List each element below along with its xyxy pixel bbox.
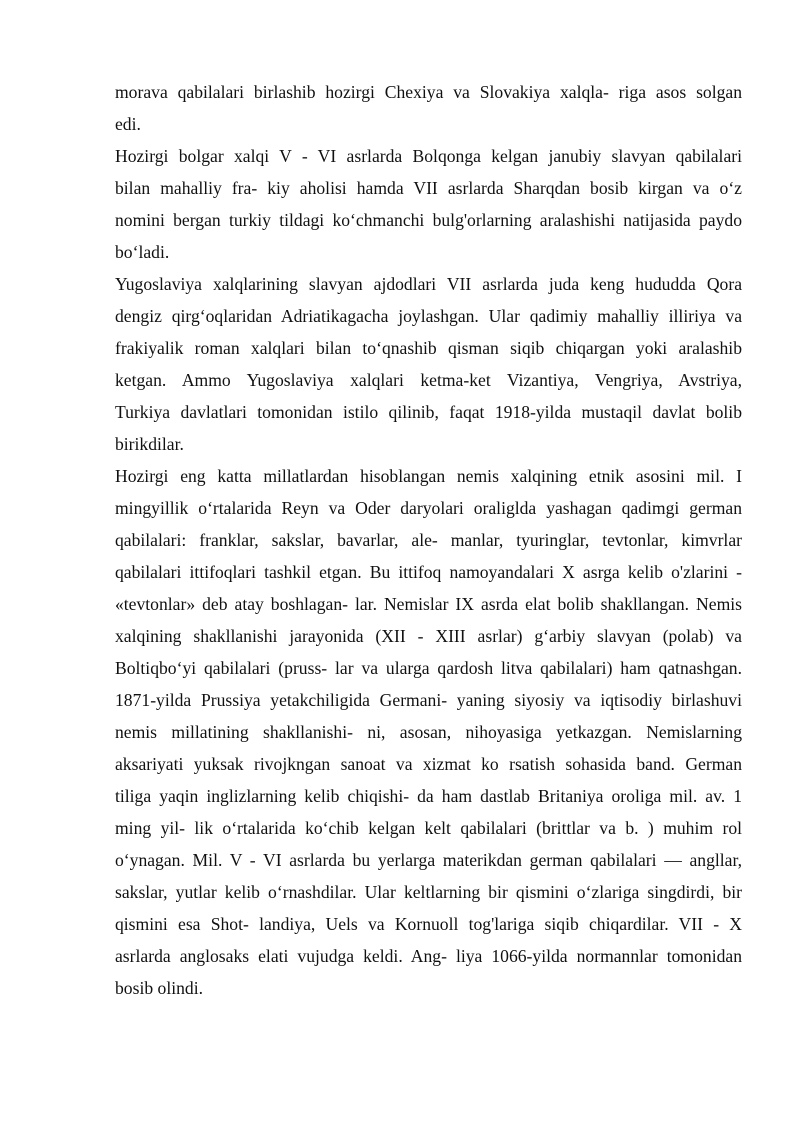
text-line: Yugoslaviya xalqlarining slavyan ajdodlari VII asrlarda juda keng hududda Qora (115, 274, 742, 294)
text-line: Hozirgi eng katta millatlardan hisoblangan nemis xalqining etnik asosini mil. I (115, 466, 742, 486)
text-line: birikdilar. (115, 434, 184, 454)
text-line: ketgan. Ammo Yugoslaviya xalqlari ketma-ket Vizantiya, Vengriya, Avstriya, (115, 370, 742, 390)
text-line: dengiz qirg‘oqlaridan Adriatikagacha joylashgan. Ular qadimiy mahalliy illiriya va (115, 306, 742, 326)
text-line: nomini bergan turkiy tildagi ko‘chmanchi bulg'orlarning aralashishi natijasida paydo (115, 210, 742, 230)
text-line: tiliga yaqin inglizlarning kelib chiqishi- da ham dastlab Britaniya oroliga mil. av. 1 (115, 786, 742, 806)
text-line: edi. (115, 114, 141, 134)
text-line: aksariyati yuksak rivojkngan sanoat va xizmat ko rsatish sohasida band. German (115, 754, 742, 774)
text-line: qabilalari: franklar, sakslar, bavarlar, ale- manlar, tyuringlar, tevtonlar, kimvrlar (115, 530, 742, 550)
text-line: morava qabilalari birlashib hozirgi Chexiya va Slovakiya xalqla- riga asos solgan (115, 82, 742, 102)
text-line: asrlarda anglosaks elati vujudga keldi. Ang- liya 1066-yilda normannlar tomonidan (115, 946, 742, 966)
text-line: bilan mahalliy fra- kiy aholisi hamda VII asrlarda Sharqdan bosib kirgan va o‘z (115, 178, 742, 198)
document-page (115, 76, 742, 1004)
text-line: o‘ynagan. Mil. V - VI asrlarda bu yerlarga materikdan german qabilalari — angllar, (115, 850, 742, 870)
text-line: qabilalari ittifoqlari tashkil etgan. Bu ittifoq namoyandalari X asrga kelib o'zlarini - (115, 562, 742, 582)
text-line: «tevtonlar» deb atay boshlagan- lar. Nemislar IX asrda elat bolib shakllangan. Nemis (115, 594, 742, 614)
text-line: sakslar, yutlar kelib o‘rnashdilar. Ular keltlarning bir qismini o‘zlariga singdirdi, bir (115, 882, 742, 902)
text-line: Turkiya davlatlari tomonidan istilo qilinib, faqat 1918-yilda mustaqil davlat bolib (115, 402, 742, 422)
text-line: bo‘ladi. (115, 242, 170, 262)
text-line: nemis millatining shakllanishi- ni, asosan, nihoyasiga yetkazgan. Nemislarning (115, 722, 742, 742)
text-line: mingyillik o‘rtalarida Reyn va Oder daryolari oraliglda yashagan qadimgi german (115, 498, 742, 518)
text-line: frakiyalik roman xalqlari bilan to‘qnashib qisman siqib chiqargan yoki aralashib (115, 338, 742, 358)
text-line: Boltiqbo‘yi qabilalari (pruss- lar va ularga qardosh litva qabilalari) ham qatnashgan. (115, 658, 742, 678)
text-line: 1871-yilda Prussiya yetakchiligida Germani- yaning siyosiy va iqtisodiy birlashuvi (115, 690, 742, 710)
text-line: xalqining shakllanishi jarayonida (XII - XIII asrlar) g‘arbiy slavyan (polab) va (115, 626, 742, 646)
text-line: bosib olindi. (115, 978, 203, 998)
text-line: Hozirgi bolgar xalqi V - VI asrlarda Bolqonga kelgan janubiy slavyan qabilalari (115, 146, 742, 166)
text-line: ming yil- lik o‘rtalarida ko‘chib kelgan kelt qabilalari (brittlar va b. ) muhim rol (115, 818, 742, 838)
text-line: qismini esa Shot- landiya, Uels va Kornuoll tog'lariga siqib chiqardilar. VII - X (115, 914, 742, 934)
